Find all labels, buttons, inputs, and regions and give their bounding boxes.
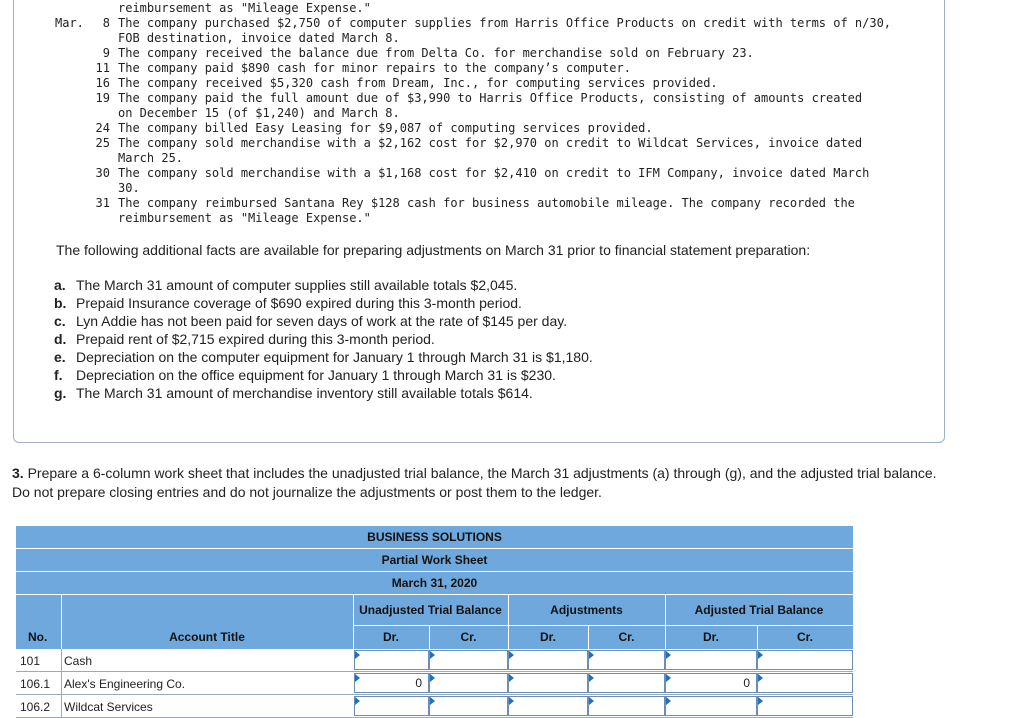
table-row	[16, 695, 853, 718]
fact-item	[54, 276, 593, 294]
transaction-item	[0, 76, 940, 91]
unadjusted-cr-header: Cr.	[429, 625, 508, 649]
transaction-item	[0, 16, 940, 45]
unadjusted-cr-input[interactable]	[429, 650, 508, 670]
fact-item	[54, 294, 593, 312]
requirement-number: 3.	[12, 465, 24, 481]
adjustments-cr-header: Cr.	[588, 625, 665, 649]
adjustments-dr-input[interactable]	[508, 650, 588, 670]
transaction-day: 25	[95, 136, 110, 150]
fact-letter: f.	[54, 367, 63, 383]
adjusted-cr-input[interactable]	[757, 673, 853, 693]
unadjusted-cr-input[interactable]	[429, 696, 508, 716]
transaction-text: The company paid $890 cash for minor repairs to the company’s computer.	[118, 61, 631, 75]
blank-title-header	[61, 595, 353, 625]
transaction-text: The company reimbursed Santana Rey $128 cash for business automobile mileage. The company recorded the reimbursement as "Mileage Expense."	[118, 196, 855, 225]
fact-item	[54, 384, 593, 402]
adjusted-dr-input[interactable]: 0	[665, 673, 757, 693]
transaction-item	[0, 166, 940, 195]
adjustments-cr-input[interactable]	[588, 650, 665, 670]
transaction-text: The company purchased $2,750 of computer supplies from Harris Office Products on credit with terms of n/30, FOB destination, invoice dated March 8.	[118, 16, 892, 45]
fact-text: The March 31 amount of computer supplies still available totals $2,045.	[76, 277, 518, 293]
blank-no-header	[16, 595, 61, 625]
adjustments-dr-header: Dr.	[508, 625, 588, 649]
unadjusted-dr-input[interactable]: 0	[354, 673, 429, 693]
transaction-text: The company received the balance due from Delta Co. for merchandise sold on February 23.	[118, 46, 754, 60]
fact-item	[54, 330, 593, 348]
adjustments-cr-input[interactable]	[588, 673, 665, 693]
transaction-item	[0, 46, 940, 61]
fact-item	[54, 348, 593, 366]
unadjusted-dr-input[interactable]	[354, 696, 429, 716]
transaction-day: 30	[95, 166, 110, 180]
transaction-item	[0, 61, 940, 76]
account-number: 101	[20, 654, 41, 668]
fact-text: Prepaid rent of $2,715 expired during this 3-month period.	[76, 331, 435, 347]
transaction-fragment: reimbursement as "Mileage Expense."	[118, 1, 371, 15]
fact-text: Lyn Addie has not been paid for seven days of work at the rate of $145 per day.	[76, 313, 568, 329]
adjustments-dr-input[interactable]	[508, 673, 588, 693]
facts-list	[54, 276, 593, 402]
adjusted-dr-input[interactable]	[665, 696, 757, 716]
adjusted-dr-header: Dr.	[665, 625, 757, 649]
no-column-header: No.	[16, 625, 61, 649]
fact-text: Depreciation on the office equipment for January 1 through March 31 is $230.	[76, 367, 556, 383]
fact-letter: a.	[54, 277, 66, 293]
unadjusted-cr-input[interactable]	[429, 673, 508, 693]
fact-letter: c.	[54, 313, 66, 329]
worksheet-date: March 31, 2020	[16, 572, 853, 595]
fact-text: Depreciation on the computer equipment for January 1 through March 31 is $1,180.	[76, 349, 593, 365]
transaction-day: 19	[95, 91, 110, 105]
transaction-month: Mar.	[55, 16, 84, 30]
transaction-day: 31	[95, 196, 110, 210]
account-number: 106.2	[20, 700, 51, 714]
transaction-item	[0, 91, 940, 120]
transaction-day: 24	[95, 121, 110, 135]
account-title-column-header: Account Title	[61, 625, 353, 649]
transaction-day: 8	[102, 16, 110, 30]
transaction-text: The company sold merchandise with a $1,168 cost for $2,410 on credit to IFM Company, invoice dated March 30.	[118, 166, 870, 195]
account-title: Alex's Engineering Co.	[64, 677, 186, 691]
worksheet-title: Partial Work Sheet	[16, 549, 853, 572]
account-title: Wildcat Services	[64, 700, 153, 714]
fact-item	[54, 312, 593, 330]
transaction-item	[0, 196, 940, 225]
adjustments-cr-input[interactable]	[588, 696, 665, 716]
adjusted-cr-header: Cr.	[757, 625, 853, 649]
fact-letter: g.	[54, 385, 67, 401]
fact-letter: e.	[54, 349, 66, 365]
transaction-text: The company paid the full amount due of $3,990 to Harris Office Products, consisting of amounts created on December 15 (of $1,240) and March 8.	[118, 91, 863, 120]
unadjusted-trial-balance-header: Unadjusted Trial Balance	[353, 595, 508, 625]
fact-letter: d.	[54, 331, 67, 347]
table-row	[16, 672, 853, 695]
transaction-day: 9	[102, 46, 110, 60]
account-title: Cash	[64, 654, 93, 668]
table-row	[16, 649, 853, 672]
transaction-item	[0, 136, 940, 165]
unadjusted-dr-input[interactable]	[354, 650, 429, 670]
adjusted-cr-input[interactable]	[757, 696, 853, 716]
adjusted-cr-input[interactable]	[757, 650, 853, 670]
fact-text: The March 31 amount of merchandise inventory still available totals $614.	[76, 385, 533, 401]
adjustments-header: Adjustments	[508, 595, 665, 625]
requirement-body: Prepare a 6-column work sheet that includes the unadjusted trial balance, the March 31 adjustments (a) through (g), and the adjusted trial balance. Do not prepare closing entries and do not journalize the adjustments or post them to the ledger.	[12, 465, 937, 500]
fact-letter: b.	[54, 295, 67, 311]
transaction-text: The company received $5,320 cash from Dream, Inc., for computing services provided.	[118, 76, 718, 90]
account-number: 106.1	[20, 677, 51, 691]
adjustments-dr-input[interactable]	[508, 696, 588, 716]
transaction-text: The company sold merchandise with a $2,162 cost for $2,970 on credit to Wildcat Services, invoice dated March 25.	[118, 136, 863, 165]
adjusted-trial-balance-header: Adjusted Trial Balance	[665, 595, 853, 625]
unadjusted-dr-header: Dr.	[353, 625, 429, 649]
requirement-text	[12, 464, 952, 502]
fact-item	[54, 366, 593, 384]
worksheet-company: BUSINESS SOLUTIONS	[16, 526, 853, 549]
fact-text: Prepaid Insurance coverage of $690 expired during this 3-month period.	[76, 295, 522, 311]
adjusted-dr-input[interactable]	[665, 650, 757, 670]
transaction-item	[0, 121, 940, 136]
transaction-day: 16	[95, 76, 110, 90]
transaction-day: 11	[95, 61, 110, 75]
transaction-text: The company billed Easy Leasing for $9,087 of computing services provided.	[118, 121, 653, 135]
facts-intro: The following additional facts are available for preparing adjustments on March 31 prior to financial statement preparation:	[56, 242, 811, 258]
